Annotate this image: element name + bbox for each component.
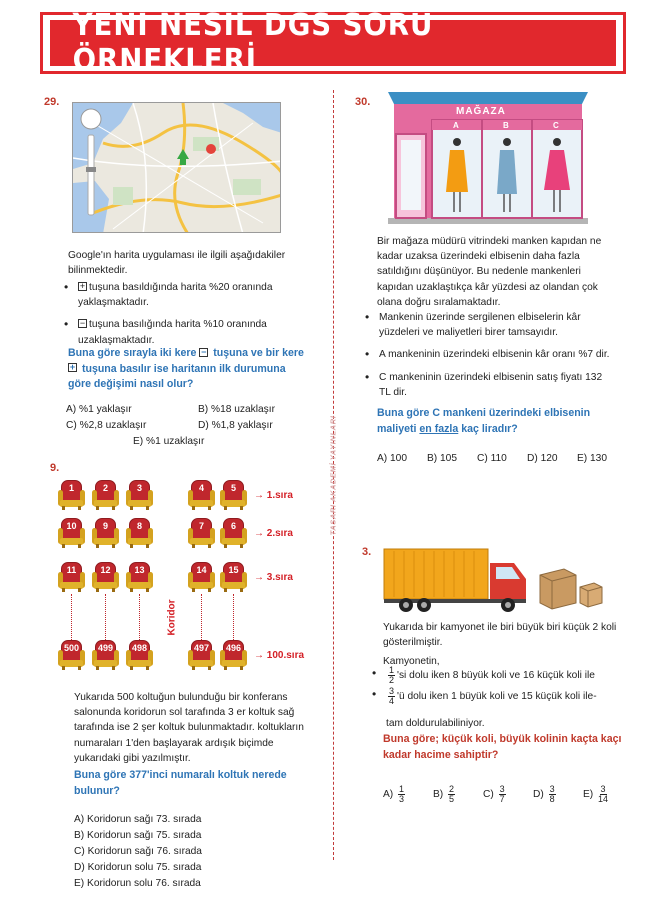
seat-number: 497 bbox=[193, 643, 210, 653]
seat-number: 4 bbox=[198, 483, 204, 493]
seat bbox=[58, 518, 85, 548]
seat-number: 3 bbox=[136, 483, 142, 493]
row-label: → 2.sıra bbox=[254, 528, 293, 539]
seat bbox=[188, 518, 215, 548]
option-label: C) bbox=[483, 789, 494, 801]
question-29-bullet-text: tuşuna basıldığında harita %20 oranında yaklaşmaktadır. bbox=[78, 282, 273, 309]
fraction-denominator: 8 bbox=[549, 794, 555, 804]
option-a[interactable] bbox=[383, 785, 407, 804]
truck-drawing bbox=[380, 545, 612, 613]
continuation-dots bbox=[71, 594, 72, 640]
seat bbox=[58, 480, 85, 510]
seat-number: 10 bbox=[66, 521, 77, 531]
seat-number: 6 bbox=[230, 521, 236, 531]
row-label: → 100.sıra bbox=[254, 650, 305, 661]
fraction-denominator: 5 bbox=[449, 794, 455, 804]
seat-number: 7 bbox=[198, 521, 204, 531]
header-banner-fill bbox=[50, 8, 616, 78]
question-29-prompt-text: tuşuna ve bir kere bbox=[210, 347, 304, 359]
question-30-intro: Bir mağaza müdürü vitrindeki manken kapıdan ne kadar uzaksa üzerindeki elbisenin daha fazla satıldığını düşünüyor. Bu nedenle mankenleri kapıdan uzaklaştıkça kâr yüzdesi az olandan çok olana doğru sıralamaktadır. bbox=[377, 236, 602, 308]
seat bbox=[92, 640, 119, 670]
mannequin-label-a: A bbox=[453, 121, 459, 130]
question-3-bullet-text: 'ü dolu iken 1 büyük koli ve 15 küçük koli ile- bbox=[397, 691, 597, 703]
store-sign: MAĞAZA bbox=[456, 106, 506, 117]
fraction-numerator: 2 bbox=[449, 784, 455, 794]
seat bbox=[58, 640, 85, 670]
header-banner bbox=[40, 8, 626, 78]
seat-number: 14 bbox=[196, 565, 207, 575]
seat-number: 11 bbox=[66, 565, 77, 575]
question-30-prompt-text: Buna göre C mankeni üzerindeki elbisenin maliyeti bbox=[377, 407, 591, 435]
option-e[interactable]: E) 130 bbox=[577, 453, 608, 464]
option-d[interactable] bbox=[533, 785, 558, 804]
plus-key-icon: + bbox=[69, 362, 76, 373]
question-30-prompt-text: kaç liradır? bbox=[458, 422, 518, 435]
seat-number: 8 bbox=[136, 521, 142, 531]
plus-key-icon: + bbox=[79, 280, 86, 291]
seat bbox=[220, 518, 247, 548]
continuation-dots bbox=[201, 594, 202, 640]
option-a[interactable]: A) Koridorun sağı 73. sırada bbox=[74, 814, 202, 825]
fraction bbox=[598, 785, 608, 804]
question-3-bullet bbox=[370, 687, 622, 706]
continuation-dots bbox=[233, 594, 234, 640]
option-c[interactable]: C) Koridorun sağı 76. sırada bbox=[74, 846, 202, 857]
fraction bbox=[398, 785, 405, 804]
question-3-bullets bbox=[370, 666, 622, 708]
option-d[interactable]: D) %1,8 yaklaşır bbox=[198, 420, 273, 431]
fraction bbox=[499, 785, 506, 804]
continuation-dots bbox=[105, 594, 106, 640]
row-label: → 3.sıra bbox=[254, 572, 293, 583]
seat-number: 15 bbox=[228, 565, 239, 575]
option-b[interactable]: B) 105 bbox=[427, 453, 458, 464]
question-29-prompt bbox=[68, 346, 306, 393]
question-9-prompt: Buna göre 377'inci numaralı koltuk nerede bulunur? bbox=[74, 769, 287, 797]
fraction-numerator: • 1 bbox=[389, 665, 395, 675]
seat bbox=[188, 562, 215, 592]
question-9-number: 9. bbox=[50, 462, 60, 474]
question-29-prompt-text: Buna göre sırayla iki kere bbox=[68, 347, 200, 359]
question-3-prompt: Buna göre; küçük koli, büyük kolinin kaçta kaçı kadar hacime sahiptir? bbox=[383, 733, 622, 761]
question-29-bullet bbox=[62, 280, 304, 310]
seat bbox=[188, 640, 215, 670]
question-29-bullets bbox=[62, 280, 304, 355]
fraction-numerator: 3 bbox=[499, 784, 505, 794]
seat-number: 496 bbox=[225, 643, 242, 653]
seat bbox=[126, 562, 153, 592]
seat-number: 5 bbox=[230, 483, 236, 493]
fraction-denominator: 2 bbox=[389, 675, 395, 685]
option-e[interactable]: E) %1 uzaklaşır bbox=[133, 436, 205, 447]
question-29-bullet-text: tuşuna basılığında harita %10 oranında uzaklaşmaktadır. bbox=[78, 319, 267, 346]
option-d[interactable]: D) 120 bbox=[527, 453, 558, 464]
question-30-bullet: • C mankeninin üzerindeki elbisenin satış fiyatı 132 TL dir. bbox=[363, 370, 615, 400]
fraction bbox=[388, 666, 395, 685]
fraction-numerator: • 3 bbox=[389, 686, 395, 696]
seat bbox=[220, 640, 247, 670]
page-title: YENİ NESİL DGS SORU ÖRNEKLERİ bbox=[72, 8, 434, 78]
question-3-tail: tam doldurulabiliniyor. bbox=[386, 718, 485, 729]
option-label: A) bbox=[383, 789, 394, 801]
question-30-bullet: • A mankeninin üzerindeki elbisenin kâr oranı %7 dir. bbox=[363, 347, 615, 362]
minus-key-icon: − bbox=[201, 346, 207, 357]
option-a[interactable]: A) %1 yaklaşır bbox=[66, 404, 132, 415]
seat bbox=[92, 562, 119, 592]
option-e[interactable] bbox=[583, 785, 610, 804]
seat bbox=[92, 518, 119, 548]
question-3-bullet bbox=[370, 666, 622, 685]
fraction bbox=[388, 687, 395, 706]
seating-diagram bbox=[50, 472, 320, 678]
seat bbox=[188, 480, 215, 510]
seat-number: 500 bbox=[63, 643, 80, 653]
question-30-prompt bbox=[377, 406, 615, 437]
seat bbox=[92, 480, 119, 510]
option-label: D) bbox=[533, 789, 544, 801]
seat bbox=[126, 640, 153, 670]
seat bbox=[220, 562, 247, 592]
question-30-bullet: • Mankenin üzerinde sergilenen elbiselerin kâr yüzdeleri ve maliyetleri birer tamsayıdır. bbox=[363, 310, 615, 340]
fraction-denominator: 4 bbox=[389, 696, 395, 706]
seat-number: 499 bbox=[97, 643, 114, 653]
seat-number: 2 bbox=[102, 483, 108, 493]
fraction-denominator: 3 bbox=[399, 794, 405, 804]
question-30-bullets bbox=[363, 310, 615, 407]
seat-number: 498 bbox=[131, 643, 148, 653]
option-label: E) bbox=[583, 789, 594, 801]
seat-number: 1 bbox=[68, 483, 74, 493]
question-3-lead: Kamyonetin, bbox=[383, 656, 440, 667]
fraction bbox=[549, 785, 556, 804]
question-3-number: 3. bbox=[362, 546, 372, 558]
question-29-number: 29. bbox=[44, 96, 60, 108]
option-c[interactable] bbox=[483, 785, 508, 804]
store-illustration bbox=[388, 92, 588, 224]
fraction-numerator: 3 bbox=[549, 784, 555, 794]
question-29-prompt-text: tuşuna basılır ise haritanın ilk durumuna göre değişimi nasıl olur? bbox=[68, 362, 286, 390]
option-label: B) bbox=[433, 789, 444, 801]
row-label: → 1.sıra bbox=[254, 490, 293, 501]
truck-and-boxes-illustration bbox=[380, 545, 612, 613]
question-29-intro: Google'ın harita uygulaması ile ilgili aşağıdakiler bilinmektedir. bbox=[68, 250, 286, 277]
question-29-bullet bbox=[62, 317, 304, 347]
fraction-denominator: 14 bbox=[598, 794, 609, 804]
question-3-intro: Yukarıda bir kamyonet ile biri büyük biri küçük 2 koli gösterilmiştir. bbox=[383, 622, 617, 649]
fraction-denominator: 7 bbox=[499, 794, 505, 804]
seat bbox=[126, 518, 153, 548]
option-b[interactable]: B) %18 uzaklaşır bbox=[198, 404, 276, 415]
question-30-number: 30. bbox=[355, 96, 371, 108]
seat-number: 9 bbox=[102, 521, 108, 531]
question-30-prompt-emphasis: en fazla bbox=[419, 422, 459, 435]
seat bbox=[220, 480, 247, 510]
option-b[interactable]: B) Koridorun sağı 75. sırada bbox=[74, 830, 202, 841]
seat bbox=[58, 562, 85, 592]
option-b[interactable] bbox=[433, 785, 457, 804]
publisher-text: TASARI AKADEMİ YAYINLARI bbox=[328, 415, 338, 535]
question-3-bullet-text: 'si dolu iken 8 büyük koli ve 16 küçük koli ile bbox=[397, 670, 595, 682]
fraction bbox=[448, 785, 455, 804]
minus-key-icon: − bbox=[79, 318, 86, 329]
option-a[interactable]: A) 100 bbox=[377, 453, 408, 464]
seat-number: 12 bbox=[100, 565, 111, 575]
option-d[interactable]: D) Koridorun solu 75. sırada bbox=[74, 862, 202, 873]
mannequin-label-c: C bbox=[553, 121, 559, 130]
seat bbox=[126, 480, 153, 510]
option-e[interactable]: E) Koridorun solu 76. sırada bbox=[74, 878, 201, 889]
seat-number: 13 bbox=[134, 565, 145, 575]
option-c[interactable]: C) 110 bbox=[477, 453, 507, 464]
fraction-numerator: 3 bbox=[600, 784, 606, 794]
fraction-numerator: 1 bbox=[399, 784, 405, 794]
corridor-label: Koridor bbox=[166, 599, 178, 636]
option-c[interactable]: C) %2,8 uzaklaşır bbox=[66, 420, 147, 431]
map-illustration bbox=[73, 103, 281, 233]
mannequin-label-b: B bbox=[503, 121, 509, 130]
question-9-intro: Yukarıda 500 koltuğun bulunduğu bir konferans salonunda koridorun sol tarafında 3 er koltuk sağ tarafında ise 2 şer koltuk bulunmaktadır. koltukların numaraları 1'den başlayarak ardışık biçimde yukarıdaki gibi yazılmıştır. bbox=[74, 692, 304, 764]
continuation-dots bbox=[139, 594, 140, 640]
map-image bbox=[72, 102, 281, 233]
